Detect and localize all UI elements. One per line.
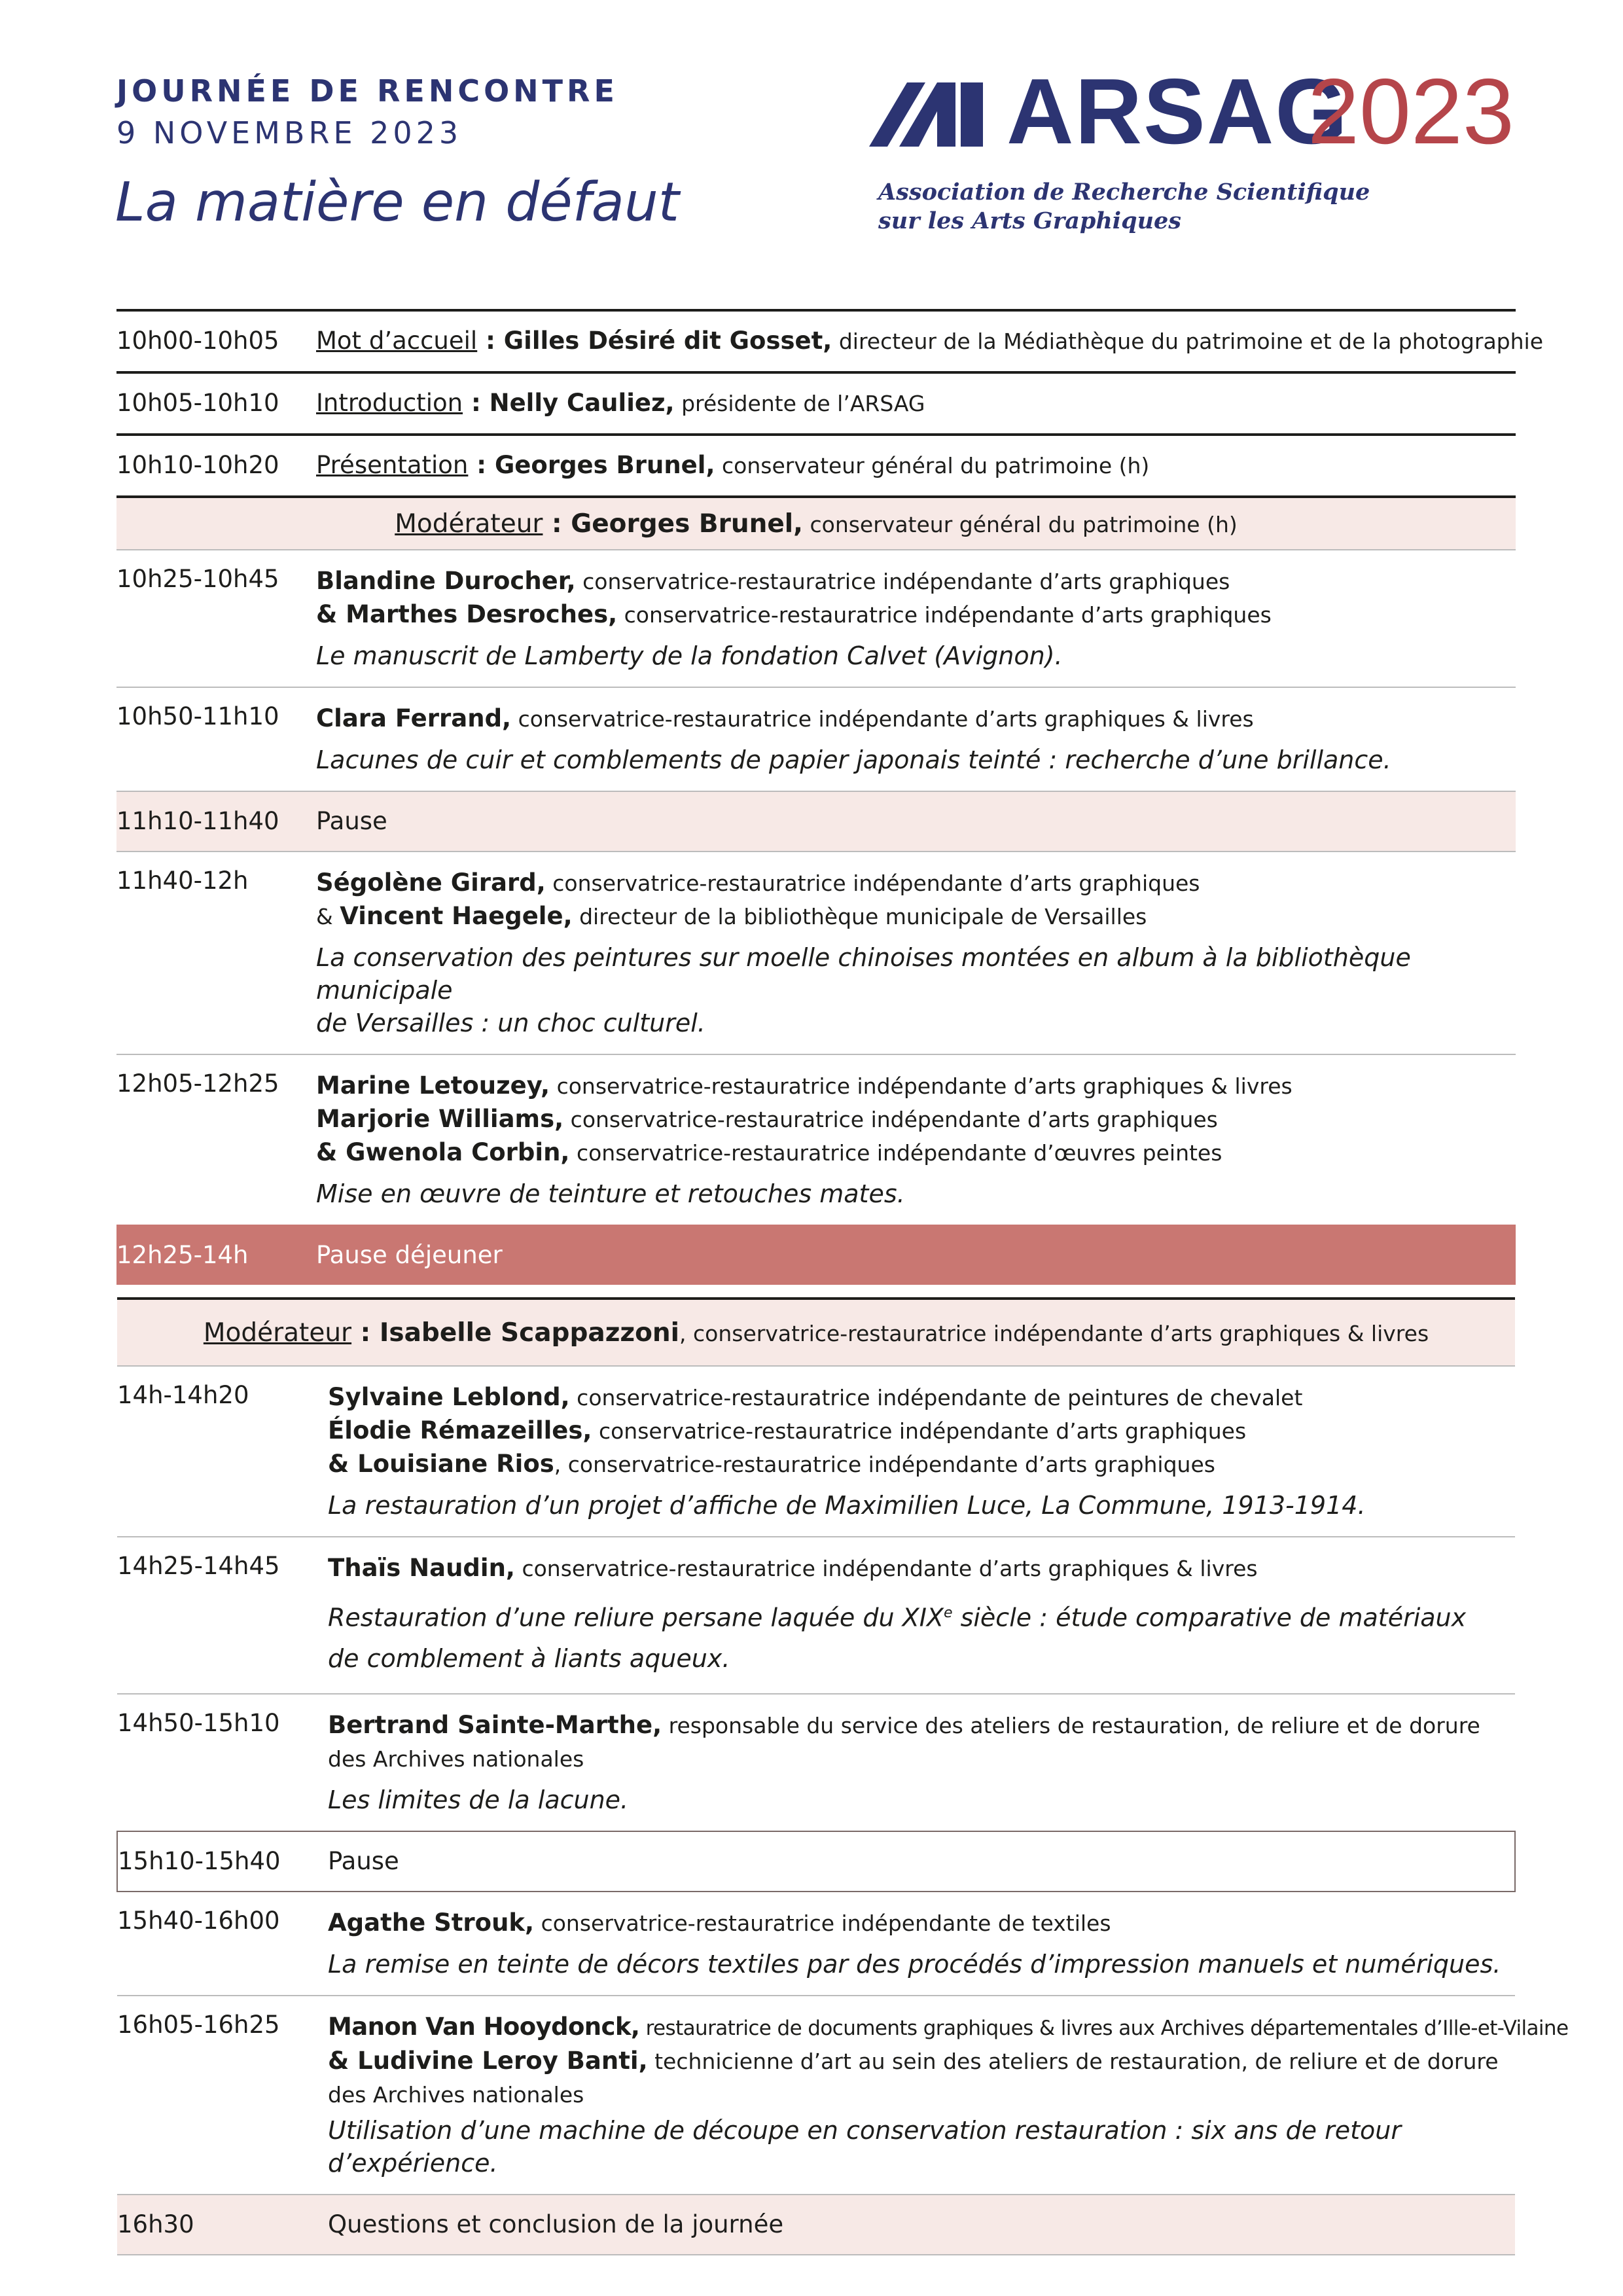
speaker-name: & Ludivine Leroy Banti, (328, 2046, 648, 2075)
speaker-name: & Marthes Desroches, (316, 600, 618, 628)
talk-title-part: Restauration d’une reliure persane laquée du XIX (328, 1603, 944, 1632)
moderator-label: Modérateur (395, 509, 543, 539)
schedule-row (117, 1892, 1515, 1996)
time-slot: 14h50-15h10 (117, 1708, 280, 1737)
time-slot: 16h05-16h25 (117, 2010, 280, 2039)
speaker-role: conservatrice-restauratrice indépendante de peintures de chevalet (569, 1385, 1303, 1410)
speaker-role: présidente de l’ARSAG (674, 391, 925, 416)
moderator-name: Isabelle Scappazzoni (379, 1318, 680, 1348)
schedule-row (117, 1366, 1515, 1537)
speaker-role: conservatrice-restauratrice indépendante d’arts graphiques (592, 1418, 1247, 1444)
moderator-label: Modérateur (203, 1318, 352, 1348)
time-slot: 15h40-16h00 (117, 1906, 280, 1935)
lunch-label: Pause déjeuner (316, 1241, 503, 1269)
schedule-row (116, 550, 1516, 687)
time-slot: 14h-14h20 (117, 1381, 249, 1409)
schedule-row (117, 1537, 1515, 1694)
talk-title: La remise en teinte de décors textiles par des procédés d’impression manuels et numériques. (328, 1949, 1501, 1979)
separator: : (351, 1318, 380, 1348)
separator: : (543, 509, 571, 539)
time-slot: 12h05-12h25 (116, 1069, 279, 1098)
afternoon-programme (116, 1297, 1569, 2255)
speaker-role: directeur de la bibliothèque municipale de Versailles (572, 904, 1147, 929)
header (0, 0, 1623, 288)
talk-title: La restauration d’un projet d’affiche de Maximilien Luce, La Commune, 1913-1914. (328, 1491, 1366, 1520)
morning-programme (116, 309, 1544, 1285)
logo-year: 2023 (1308, 60, 1514, 164)
speaker-role: conservatrice-restauratrice indépendante d’arts graphiques (563, 1107, 1218, 1132)
pause-label: Pause (316, 807, 387, 835)
speaker-role: conservatrice-restauratrice indépendante d’arts graphiques (545, 870, 1200, 896)
speaker-role: responsable du service des ateliers de restauration, de reliure et de dorure (662, 1712, 1480, 1738)
arsag-logo-mark-icon (869, 82, 1000, 147)
talk-title: Mise en œuvre de teinture et retouches mates. (316, 1179, 905, 1208)
time-slot: 15h10-15h40 (118, 1846, 281, 1875)
association-line-2: sur les Arts Graphiques (878, 207, 1181, 234)
speaker-role: conservatrice-restauratrice indépendante d’arts graphiques (617, 602, 1272, 628)
schedule-row (116, 852, 1516, 1054)
session-label: Présentation (316, 451, 469, 479)
time-slot: 10h50-11h10 (116, 702, 279, 730)
talk-title-cont: de Versailles : un choc culturel. (316, 1009, 705, 1037)
event-kicker: JOURNÉE DE RENCONTRE (116, 73, 618, 109)
speaker-role: conservatrice-restauratrice indépendante d’arts graphiques & livres (550, 1073, 1293, 1099)
moderator-row (116, 497, 1516, 550)
moderator-role: conservateur général du patrimoine (h) (803, 511, 1238, 537)
talk-title (328, 1593, 1515, 1638)
time-slot: 10h00-10h05 (116, 327, 279, 355)
talk-title: La conservation des peintures sur moelle chinoises montées en album à la bibliothèque municipale (316, 943, 1411, 1005)
association-line-1: Association de Recherche Scientifique (878, 179, 1370, 206)
schedule-row (116, 1054, 1516, 1225)
talk-title: Les limites de la lacune. (328, 1785, 629, 1814)
speaker-role: conservatrice-restauratrice indépendante d’œuvres peintes (569, 1140, 1222, 1166)
speaker-name: Agathe Strouk, (328, 1908, 535, 1937)
speaker-name: & Gwenola Corbin, (316, 1138, 570, 1166)
time-slot: 10h10-10h20 (116, 451, 279, 479)
speaker-name: Manon Van Hooydonck, (328, 2012, 640, 2041)
speaker-name: Thaïs Naudin, (328, 1554, 515, 1582)
speaker-name: Marine Letouzey, (316, 1071, 550, 1100)
schedule-row (116, 687, 1516, 791)
speaker-role: conservatrice-restauratrice indépendante d’arts graphiques & livres (514, 1556, 1258, 1581)
pause-label: Pause (328, 1846, 399, 1875)
moderator-name: Georges Brunel, (571, 509, 803, 539)
speaker-role-cont: des Archives nationales (328, 2081, 584, 2108)
speaker-name: & Louisiane Rios (328, 1450, 554, 1478)
separator: : (477, 327, 504, 355)
speaker-role: directeur de la Médiathèque du patrimoine et de la photographie (832, 329, 1544, 354)
speaker-name: Clara Ferrand, (316, 704, 512, 732)
session-label: Introduction (316, 389, 463, 417)
association-name (878, 178, 1370, 236)
talk-title: Utilisation d’une machine de découpe en conservation restauration : six ans de retour d’expérience. (328, 2115, 1401, 2178)
lunch-row (116, 1225, 1516, 1285)
time-slot: 10h25-10h45 (116, 565, 279, 593)
speaker-role: conservateur général du patrimoine (h) (715, 453, 1150, 478)
speaker-name: Sylvaine Leblond, (328, 1383, 570, 1411)
speaker-role: , conservatrice-restauratrice indépendante d’arts graphiques (554, 1452, 1215, 1477)
time-slot: 11h10-11h40 (116, 807, 279, 835)
moderator-row (117, 1299, 1515, 1366)
closing-label: Questions et conclusion de la journée (328, 2210, 784, 2238)
speaker-name: Georges Brunel, (494, 451, 715, 479)
speaker-name: Nelly Cauliez, (489, 389, 675, 417)
time-slot: 12h25-14h (116, 1241, 249, 1269)
talk-title-cont: de comblement à liants aqueux. (328, 1643, 730, 1673)
schedule-row (116, 435, 1516, 497)
speaker-name: Ségolène Girard, (316, 869, 546, 897)
superscript: e (943, 1605, 953, 1621)
speaker-role: conservatrice-restauratrice indépendante d’arts graphiques & livres (511, 706, 1254, 732)
talk-title-part: siècle : étude comparative de matériaux (952, 1603, 1467, 1632)
event-theme: La matière en défaut (115, 171, 679, 234)
speaker-name: Blandine Durocher, (316, 567, 576, 595)
time-slot: 11h40-12h (116, 867, 249, 895)
separator: : (463, 389, 490, 417)
logo-name: ARSAG (1007, 60, 1349, 164)
schedule-row (116, 310, 1516, 372)
speaker-role: conservatrice-restauratrice indépendante de textiles (534, 1910, 1111, 1936)
speaker-name: Bertrand Sainte-Marthe, (328, 1710, 662, 1739)
speaker-role: restauratrice de documents graphiques & livres aux Archives départementales d’Ille-et-Vilaine (639, 2016, 1569, 2040)
speaker-name: Élodie Rémazeilles, (328, 1416, 592, 1444)
speaker-name: Gilles Désiré dit Gosset, (503, 327, 832, 355)
schedule-row (117, 1996, 1515, 2195)
time-slot: 16h30 (117, 2210, 194, 2238)
speaker-role: technicienne d’art au sein des ateliers de restauration, de reliure et de dorure (647, 2048, 1499, 2074)
pause-row (116, 791, 1516, 852)
time-slot: 14h25-14h45 (117, 1552, 280, 1580)
pause-row (117, 1831, 1515, 1892)
session-label: Mot d’accueil (316, 327, 478, 355)
closing-row (117, 2195, 1515, 2255)
speaker-name: Marjorie Williams, (316, 1105, 564, 1133)
speaker-role: conservatrice-restauratrice indépendante d’arts graphiques (575, 569, 1230, 594)
schedule-row (116, 372, 1516, 435)
moderator-role: , conservatrice-restauratrice indépendante d’arts graphiques & livres (679, 1320, 1429, 1346)
separator: : (468, 451, 495, 479)
talk-title: Lacunes de cuir et comblements de papier japonais teinté : recherche d’une brillance. (316, 745, 1391, 774)
schedule-row (117, 1694, 1515, 1831)
speaker-role-cont: des Archives nationales (328, 1746, 584, 1772)
event-date: 9 NOVEMBRE 2023 (116, 115, 463, 151)
ampersand: & (316, 904, 340, 929)
talk-title: Le manuscrit de Lamberty de la fondation Calvet (Avignon). (316, 641, 1063, 670)
speaker-name: Vincent Haegele, (340, 902, 573, 930)
time-slot: 10h05-10h10 (116, 389, 279, 417)
